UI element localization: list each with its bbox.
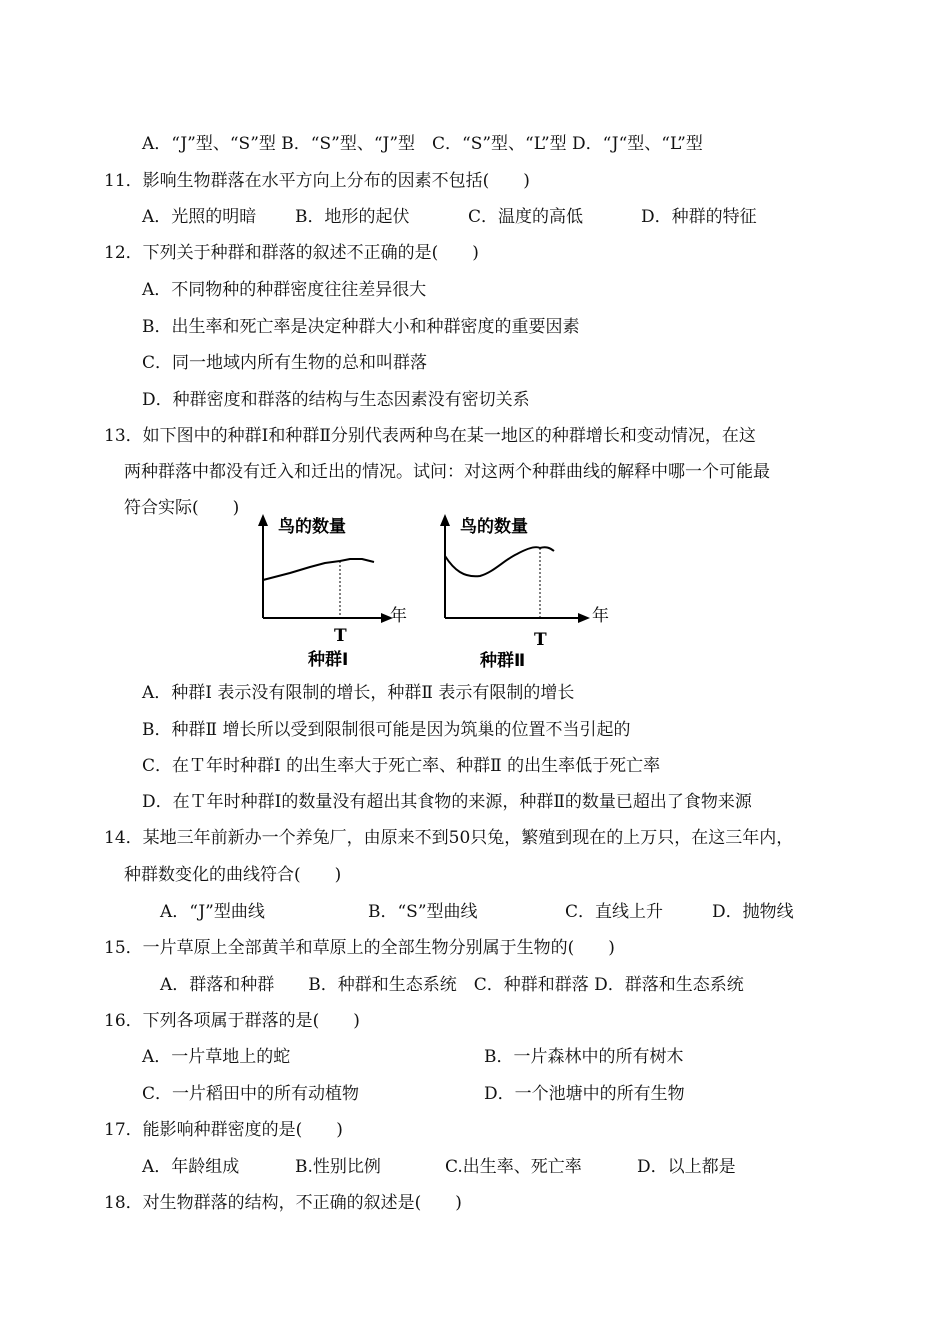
q13-option-c: C．在Ｔ年时种群Ⅰ 的出生率大于死亡率、种群Ⅱ 的出生率低于死亡率 bbox=[142, 756, 661, 776]
q11-option-c: C．温度的高低 bbox=[468, 207, 584, 227]
graph-caption: 种群Ⅱ bbox=[480, 651, 526, 670]
x-axis-label: 年 bbox=[592, 606, 609, 626]
q13-stem-line3: 符合实际( ) bbox=[124, 498, 240, 518]
q14-option-d: D．抛物线 bbox=[712, 902, 794, 922]
y-axis-label: 鸟的数量 bbox=[278, 517, 346, 537]
x-axis-label: 年 bbox=[390, 606, 407, 626]
population-2-graph bbox=[432, 510, 617, 670]
q12-stem: 12．下列关于种群和群落的叙述不正确的是( ) bbox=[104, 243, 479, 263]
y-axis-label: 鸟的数量 bbox=[460, 517, 528, 537]
q17-stem: 17．能影响种群密度的是( ) bbox=[104, 1120, 343, 1140]
y-axis-arrow bbox=[440, 514, 450, 526]
q13-stem-line2: 两种群落中都没有迁入和迁出的情况。试问：对这两个种群曲线的解释中哪一个可能最 bbox=[124, 462, 770, 482]
q17-option-d: D．以上都是 bbox=[637, 1157, 736, 1177]
t-label: T bbox=[534, 630, 547, 650]
q13-option-b: B．种群Ⅱ 增长所以受到限制很可能是因为筑巢的位置不当引起的 bbox=[142, 720, 631, 740]
q10-options-line: A．“J”型、“S”型 B．“S”型、“J”型 C．“S”型、“L”型 D．“J“型、“L”型 bbox=[142, 134, 703, 154]
q12-option-b: B．出生率和死亡率是决定种群大小和种群密度的重要因素 bbox=[142, 317, 580, 337]
graph-caption: 种群Ⅰ bbox=[308, 650, 349, 670]
t-label: T bbox=[334, 626, 347, 646]
q14-option-b: B．“S”型曲线 bbox=[368, 902, 478, 922]
q13-option-a: A．种群Ⅰ 表示没有限制的增长，种群Ⅱ 表示有限制的增长 bbox=[142, 683, 575, 703]
q15-stem: 15．一片草原上全部黄羊和草原上的全部生物分别属于生物的( ) bbox=[104, 938, 615, 958]
q11-option-d: D．种群的特征 bbox=[641, 207, 757, 227]
population-curve-line bbox=[445, 547, 554, 576]
q13-stem-line1: 13．如下图中的种群Ⅰ和种群Ⅱ分别代表两种鸟在某一地区的种群增长和变动情况，在这 bbox=[104, 426, 756, 446]
q11-option-b: B．地形的起伏 bbox=[295, 207, 410, 227]
q11-option-a: A．光照的明暗 bbox=[142, 207, 257, 227]
q12-option-d: D．种群密度和群落的结构与生态因素没有密切关系 bbox=[142, 390, 530, 410]
q17-option-b: B.性别比例 bbox=[295, 1157, 381, 1177]
q16-option-b: B．一片森林中的所有树木 bbox=[484, 1047, 684, 1067]
q14-option-a: A．“J”型曲线 bbox=[160, 902, 265, 922]
q16-option-d: D．一个池塘中的所有生物 bbox=[484, 1084, 685, 1104]
q17-option-c: C.出生率、死亡率 bbox=[445, 1157, 582, 1177]
population-1-graph bbox=[250, 510, 420, 670]
q12-option-a: A．不同物种的种群密度往往差异很大 bbox=[142, 280, 427, 300]
x-axis-arrow bbox=[578, 613, 590, 623]
q14-stem-line1: 14．某地三年前新办一个养兔厂，由原来不到50只兔，繁殖到现在的上万只，在这三年内， bbox=[104, 828, 794, 848]
q13-option-d: D．在Ｔ年时种群Ⅰ的数量没有超出其食物的来源，种群Ⅱ的数量已超出了食物来源 bbox=[142, 792, 752, 812]
q15-options-line: A．群落和种群 B．种群和生态系统 C．种群和群落 D．群落和生态系统 bbox=[160, 975, 744, 995]
q11-stem: 11．影响生物群落在水平方向上分布的因素不包括( ) bbox=[104, 171, 530, 191]
q16-option-a: A．一片草地上的蛇 bbox=[142, 1047, 291, 1067]
y-axis-arrow bbox=[258, 514, 268, 526]
q18-stem: 18．对生物群落的结构，不正确的叙述是( ) bbox=[104, 1193, 462, 1213]
q14-option-c: C．直线上升 bbox=[565, 902, 664, 922]
q16-option-c: C．一片稻田中的所有动植物 bbox=[142, 1084, 360, 1104]
q12-option-c: C．同一地域内所有生物的总和叫群落 bbox=[142, 353, 428, 373]
population-curve-line bbox=[263, 559, 374, 580]
q16-stem: 16．下列各项属于群落的是( ) bbox=[104, 1011, 360, 1031]
q17-option-a: A．年龄组成 bbox=[142, 1157, 240, 1177]
q14-stem-line2: 种群数变化的曲线符合( ) bbox=[124, 865, 342, 885]
